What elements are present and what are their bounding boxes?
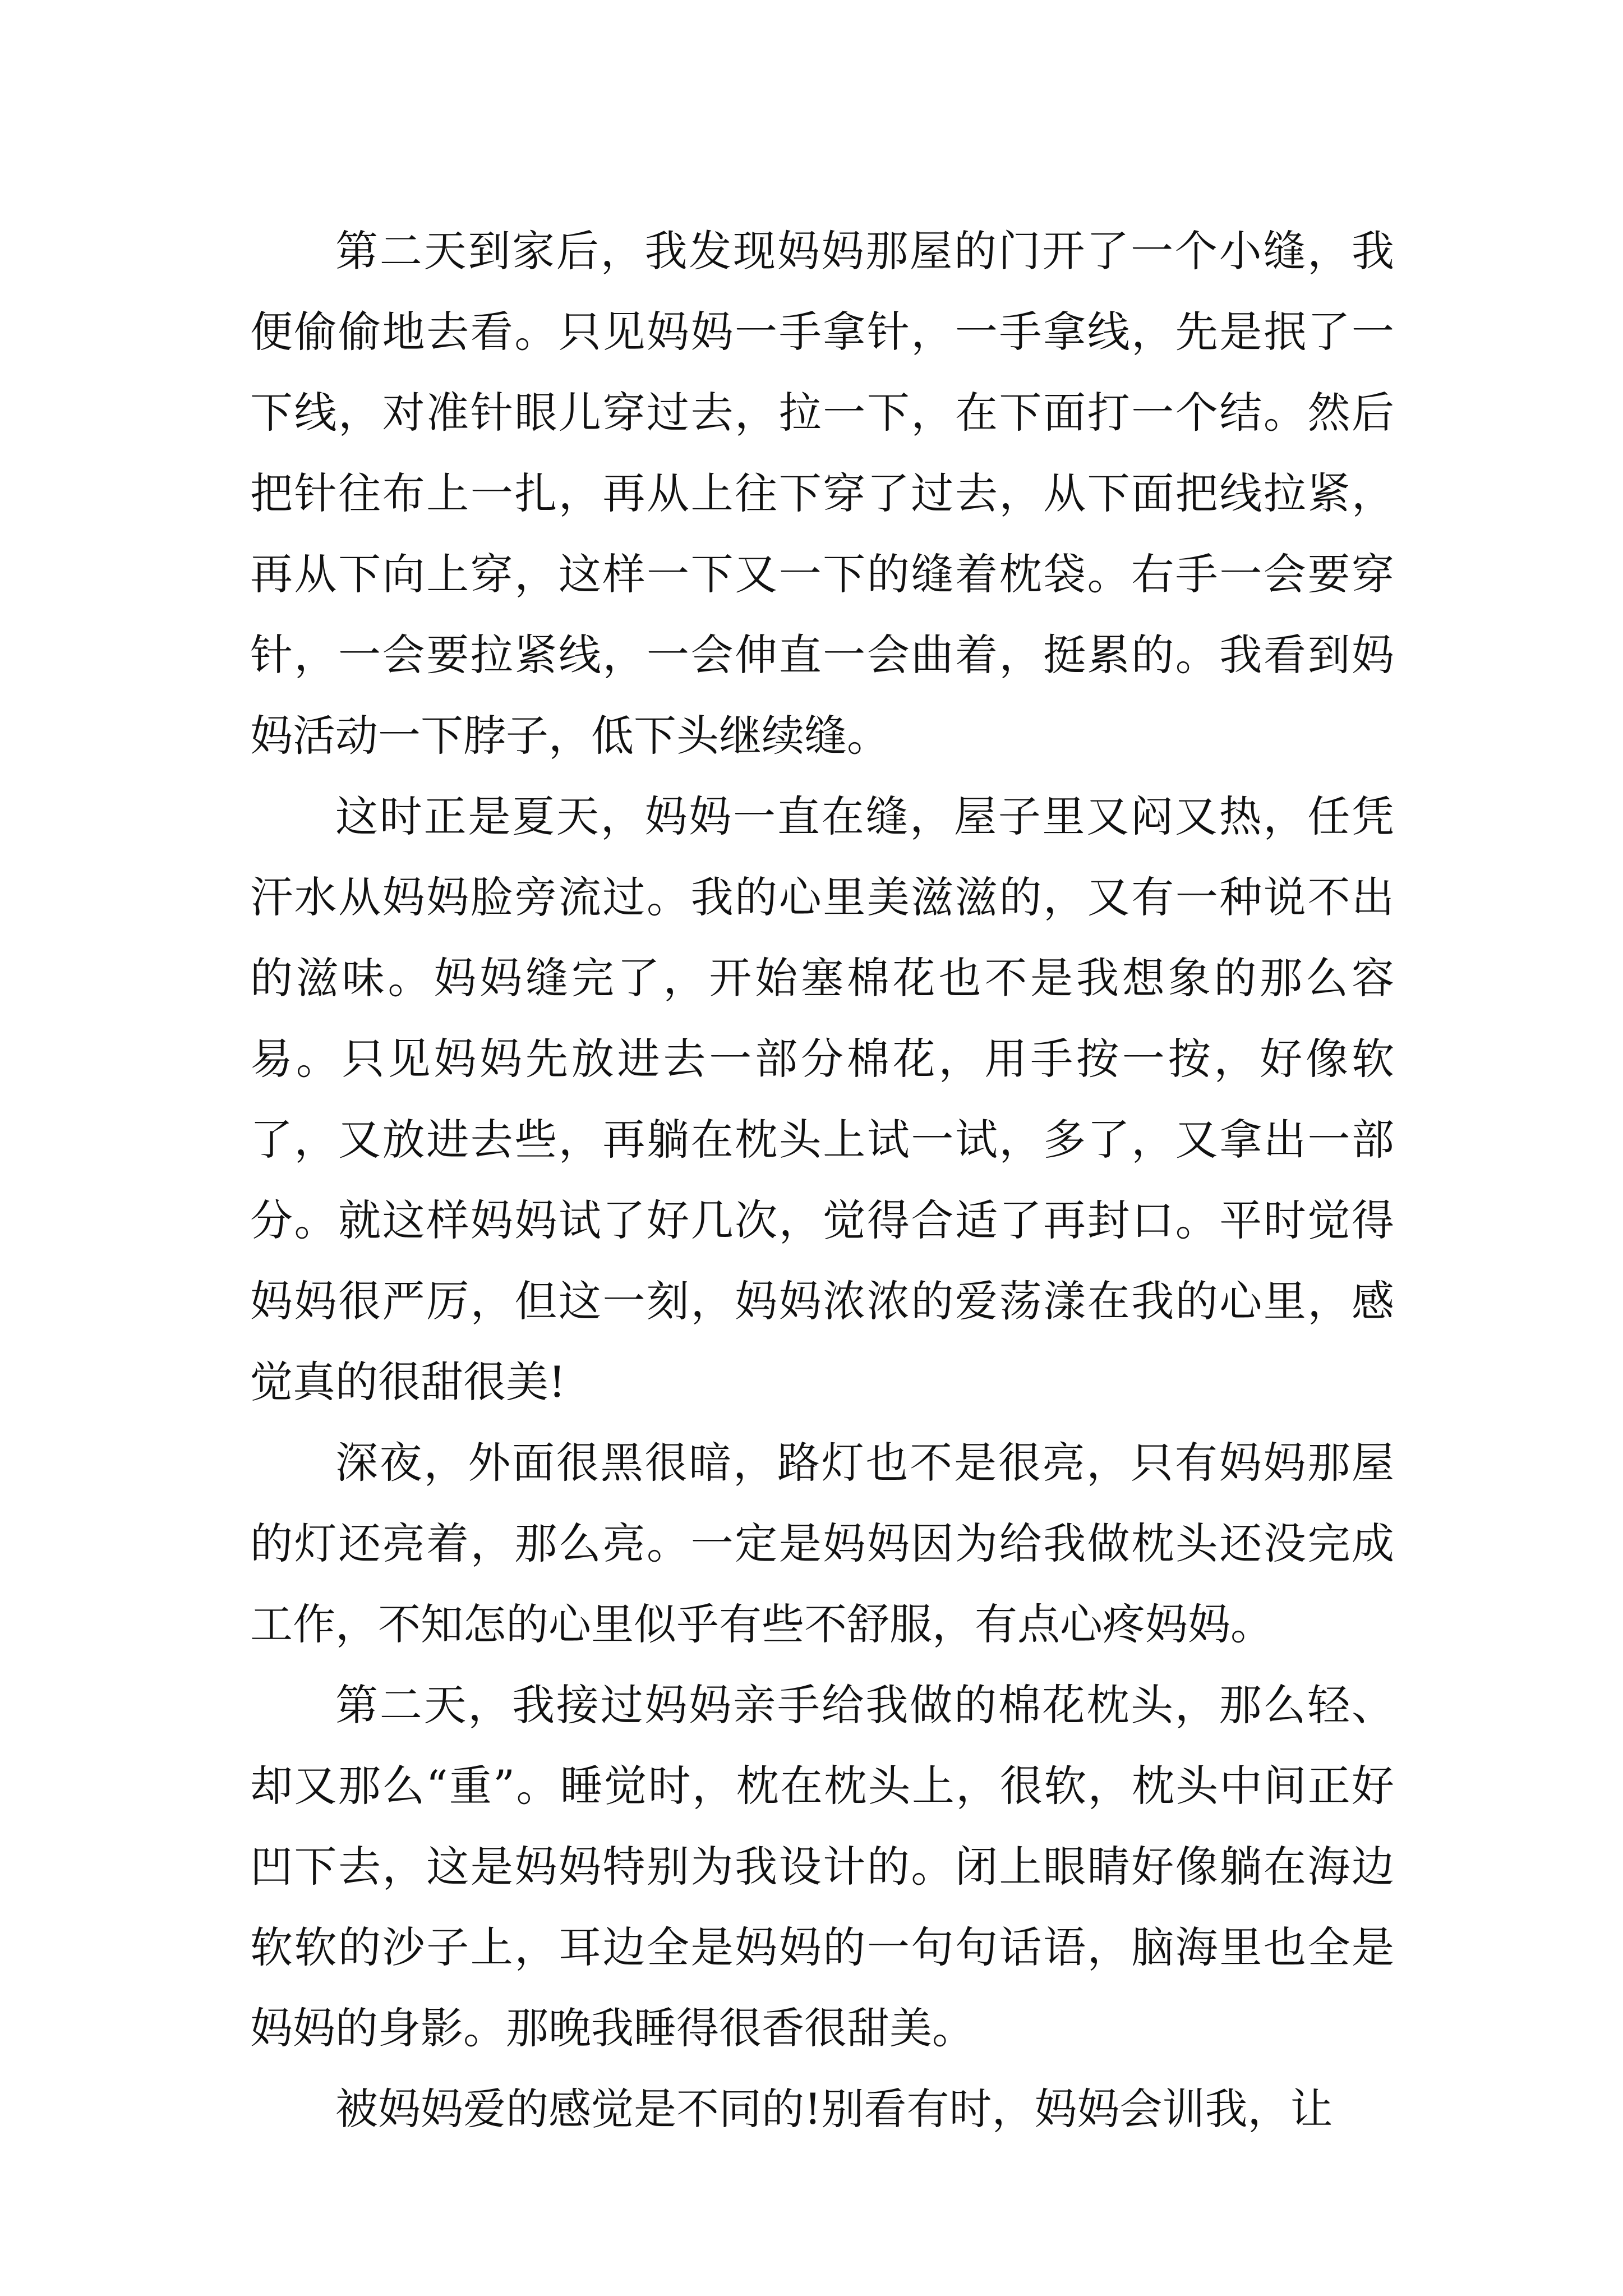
body-text xyxy=(250,211,1394,2150)
paragraph-2: 这时正是夏天，妈妈一直在缝，屋子里又闷又热，任凭汗水从妈妈脸旁流过。我的心里美滋滋的，又有一种说不出的滋味。妈妈缝完了，开始塞棉花也不是我想象的那么容易。只见妈妈先放进去一部分棉花，用手按一按，好像软了，又放进去些，再躺在枕头上试一试，多了，又拿出一部分。就这样妈妈试了好几次，觉得合适了再封口。平时觉得妈妈很严厉，但这一刻，妈妈浓浓的爱荡漾在我的心里，感觉真的很甜很美! xyxy=(250,792,1394,1407)
paragraph-3: 深夜，外面很黑很暗，路灯也不是很亮，只有妈妈那屋的灯还亮着，那么亮。一定是妈妈因为给我做枕头还没完成工作，不知怎的心里似乎有些不舒服，有点心疼妈妈。 xyxy=(250,1438,1394,1649)
paragraph-1: 第二天到家后，我发现妈妈那屋的门开了一个小缝，我便偷偷地去看。只见妈妈一手拿针，一手拿线，先是抿了一下线，对准针眼儿穿过去，拉一下，在下面打一个结。然后把针往布上一扎，再从上往下穿了过去，从下面把线拉紧，再从下向上穿，这样一下又一下的缝着枕袋。右手一会要穿针，一会要拉紧线，一会伸直一会曲着，挺累的。我看到妈妈活动一下脖子，低下头继续缝。 xyxy=(250,226,1394,761)
paragraph-4: 第二天，我接过妈妈亲手给我做的棉花枕头，那么轻、却又那么“重”。睡觉时，枕在枕头上，很软，枕头中间正好凹下去，这是妈妈特别为我设计的。闭上眼睛好像躺在海边软软的沙子上，耳边全是妈妈的一句句话语，脑海里也全是妈妈的身影。那晚我睡得很香很甜美。 xyxy=(250,1680,1394,2053)
paragraph-5: 被妈妈爱的感觉是不同的!别看有时，妈妈会训我，让 xyxy=(335,2084,1333,2134)
